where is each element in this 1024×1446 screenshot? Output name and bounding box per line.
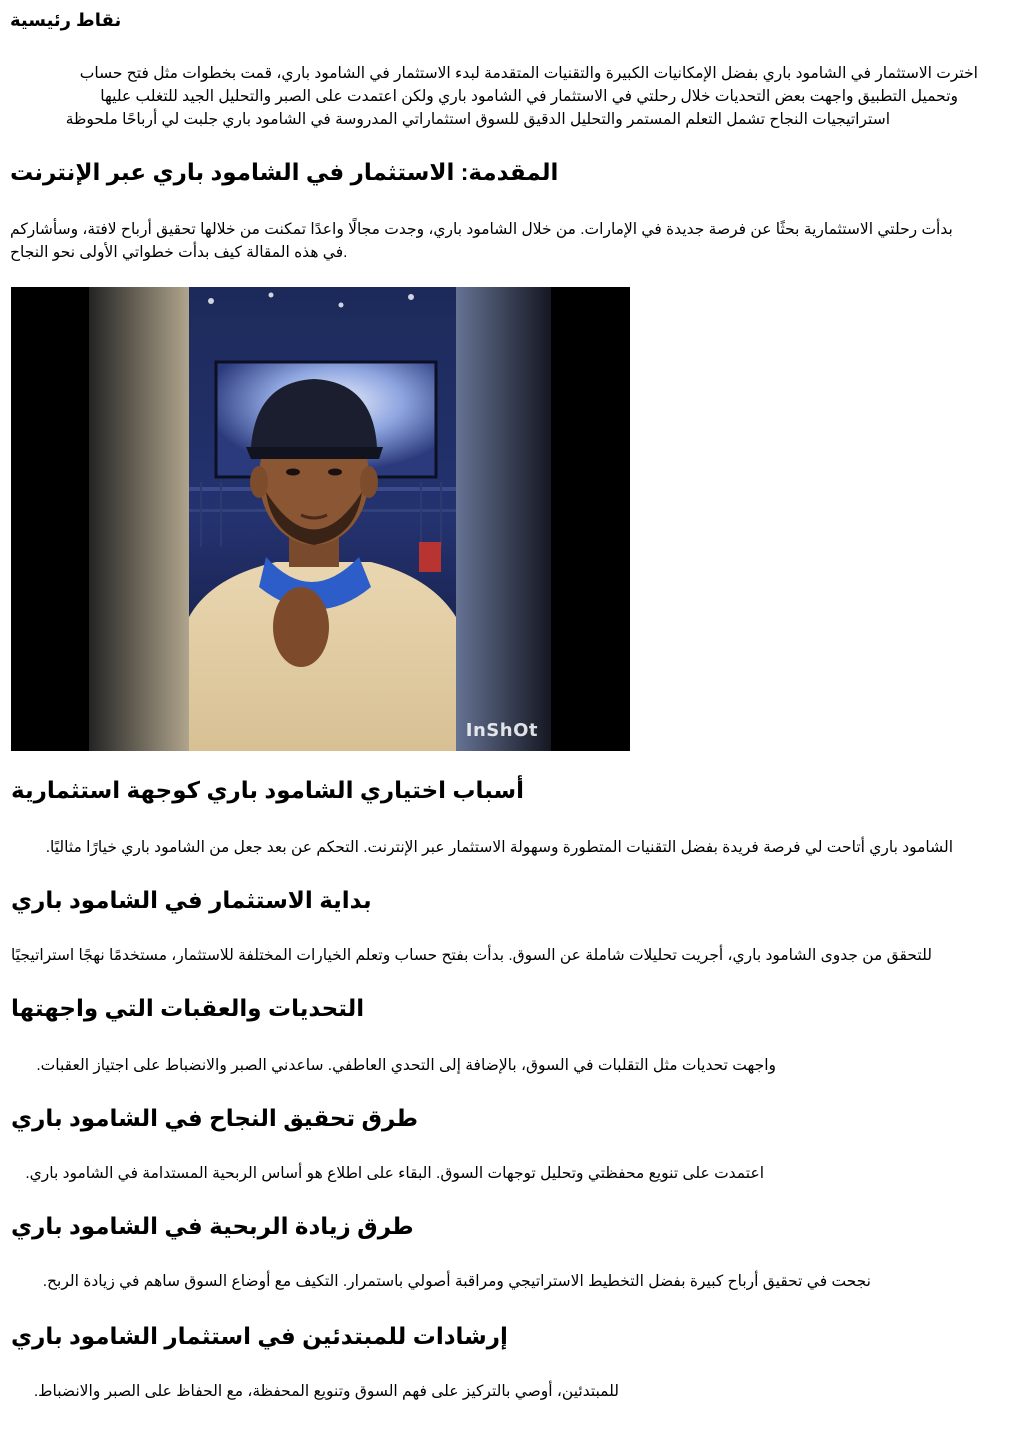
photo-watermark: InShOt: [465, 720, 538, 741]
article-photo: [11, 287, 630, 751]
section-heading: أسباب اختياري الشامود باري كوجهة استثمارية: [11, 777, 525, 803]
section-heading: طرق تحقيق النجاح في الشامود باري: [11, 1105, 419, 1131]
key-points-title: نقاط رئيسية: [10, 10, 122, 30]
section-heading: طرق زيادة الربحية في الشامود باري: [11, 1213, 414, 1239]
section-text: الشامود باري أتاحت لي فرصة فريدة بفضل التقنيات المتطورة وسهولة الاستثمار عبر الإنترنت. التحكم عن بعد جعل من الشامود باري خيارًا مثاليًا.: [45, 839, 953, 856]
section-text: واجهت تحديات مثل التقلبات في السوق، بالإضافة إلى التحدي العاطفي. ساعدني الصبر والانضباط على اجتياز العقبات.: [36, 1057, 776, 1074]
key-point-line: اخترت الاستثمار في الشامود باري بفضل الإمكانيات الكبيرة والتقنيات المتقدمة لبدء الاستثمار في الشامود باري، قمت بخطوات مثل فتح حساب: [79, 65, 978, 82]
section-text: نجحت في تحقيق أرباح كبيرة بفضل التخطيط الاستراتيجي ومراقبة أصولي باستمرار. التكيف مع أوضاع السوق ساهم في زيادة الربح.: [42, 1273, 871, 1290]
section-text: اعتمدت على تنويع محفظتي وتحليل توجهات السوق. البقاء على اطلاع هو أساس الربحية المستدامة في الشامود باري.: [25, 1165, 764, 1182]
key-points-block: [58, 62, 982, 131]
key-point-line: وتحميل التطبيق واجهت بعض التحديات خلال رحلتي في الاستثمار في الشامود باري ولكن اعتمدت على الصبر والتحليل الجيد للتغلب عليها: [100, 88, 958, 105]
intro-line: بدأت رحلتي الاستثمارية بحثًا عن فرصة جديدة في الإمارات. من خلال الشامود باري، وجدت مجالًا واعدًا تمكنت من خلالها تحقيق أرباح لافتة، وسأشاركم: [10, 221, 953, 238]
intro-line: في هذه المقالة كيف بدأت خطواتي الأولى نحو النجاح.: [10, 244, 348, 261]
section-heading: إرشادات للمبتدئين في استثمار الشامود باري: [11, 1323, 508, 1349]
section-text: للتحقق من جدوى الشامود باري، أجريت تحليلات شاملة عن السوق. بدأت بفتح حساب وتعلم الخيارات المختلفة للاستثمار، مستخدمًا نهجًا استراتيجيًا: [11, 947, 932, 964]
photo-illustration: [11, 287, 630, 751]
intro-heading: المقدمة: الاستثمار في الشامود باري عبر الإنترنت: [10, 159, 559, 185]
section-heading: التحديات والعقبات التي واجهتها: [11, 995, 365, 1021]
key-point-line: استراتيجيات النجاح تشمل التعلم المستمر والتحليل الدقيق للسوق استثماراتي المدروسة في الشامود باري جلبت لي أرباحًا ملحوظة: [65, 111, 890, 128]
section-text: للمبتدئين، أوصي بالتركيز على فهم السوق وتنويع المحفظة، مع الحفاظ على الصبر والانضباط.: [33, 1383, 619, 1400]
section-heading: بداية الاستثمار في الشامود باري: [11, 887, 372, 913]
